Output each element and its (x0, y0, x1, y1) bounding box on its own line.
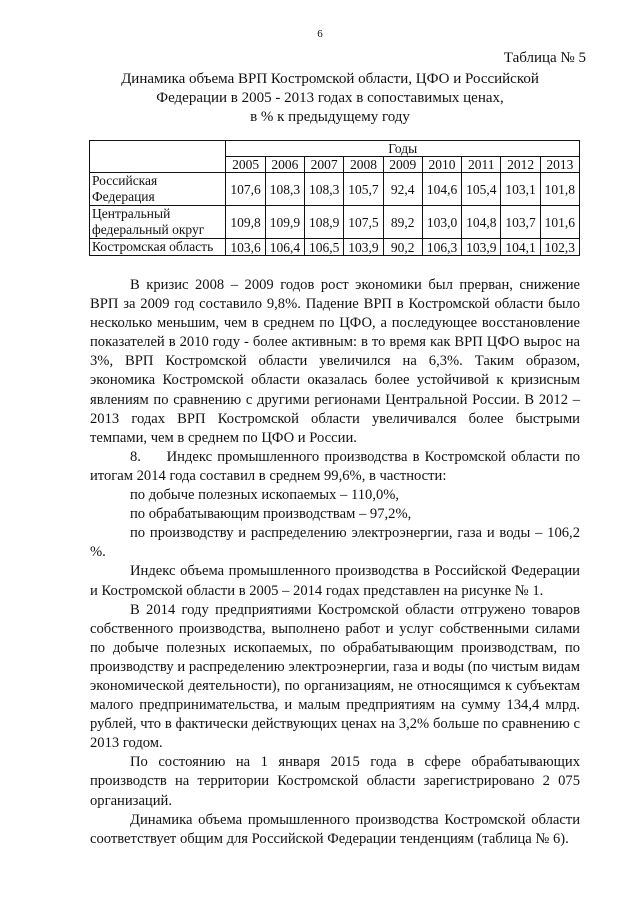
table-row (90, 206, 580, 239)
paragraph-figure-ref: Индекс объема промышленного производства в Российской Федерации и Костромской области в 2005 – 2014 годах представлен на рисунке № 1. (90, 563, 580, 599)
year-cell: 2006 (265, 157, 304, 173)
value-cell: 104,8 (462, 206, 501, 239)
grp-dynamics-table (89, 140, 580, 256)
year-cell: 2010 (422, 157, 461, 173)
year-cell: 2005 (226, 157, 265, 173)
year-cell: 2013 (540, 157, 579, 173)
paragraph-dynamics: Динамика объема промышленного производства Костромской области соответствует общим для Российской Федерации тенденциям (таблица № 6). (90, 811, 580, 847)
value-cell: 101,8 (540, 173, 579, 206)
value-cell: 92,4 (383, 173, 422, 206)
list-item-manufacturing: по обрабатывающим производствам – 97,2%, (130, 506, 412, 523)
paragraph-industrial-index: 8. Индекс промышленного производства в Костромской области по итогам 2014 года составил в среднем 99,6%, в частности: (90, 448, 580, 484)
row-label-line: федеральный округ (92, 222, 205, 237)
value-cell: 103,0 (422, 206, 461, 239)
paragraph-organizations: По состоянию на 1 января 2015 года в сфере обрабатывающих производств на территории Костромской области зарегистрировано 2 075 организаций. (90, 754, 580, 809)
years-header: Годы (226, 141, 580, 157)
value-cell: 109,9 (265, 206, 304, 239)
table-row (90, 239, 580, 256)
value-cell: 109,8 (226, 206, 265, 239)
value-cell: 90,2 (383, 239, 422, 256)
table-header-row (90, 141, 580, 157)
body-text (90, 276, 580, 849)
year-cell: 2008 (344, 157, 383, 173)
title-line: в % к предыдущему году (250, 109, 410, 125)
title-line: Федерации в 2005 - 2013 годах в сопоставимых ценах, (156, 90, 504, 106)
value-cell: 104,6 (422, 173, 461, 206)
row-label-line: Костромская область (92, 239, 214, 254)
value-cell: 104,1 (501, 239, 540, 256)
value-cell: 107,5 (344, 206, 383, 239)
value-cell: 101,6 (540, 206, 579, 239)
value-cell: 89,2 (383, 206, 422, 239)
value-cell: 103,7 (501, 206, 540, 239)
row-label-line: Центральный (92, 206, 171, 221)
value-cell: 103,9 (344, 239, 383, 256)
value-cell: 105,4 (462, 173, 501, 206)
page-number: 6 (317, 28, 323, 40)
row-label (90, 206, 226, 239)
value-cell: 106,4 (265, 239, 304, 256)
value-cell: 102,3 (540, 239, 579, 256)
year-cell: 2012 (501, 157, 540, 173)
table-row (90, 173, 580, 206)
row-label-line: Федерация (92, 189, 155, 204)
value-cell: 106,3 (422, 239, 461, 256)
value-cell: 106,5 (305, 239, 344, 256)
year-cell: 2007 (305, 157, 344, 173)
list-item-mining: по добыче полезных ископаемых – 110,0%, (130, 487, 400, 504)
year-cell: 2009 (383, 157, 422, 173)
row-label-line: Российская (92, 173, 158, 188)
value-cell: 107,6 (226, 173, 265, 206)
value-cell: 108,9 (305, 206, 344, 239)
value-cell: 108,3 (265, 173, 304, 206)
paragraph-shipments: В 2014 году предприятиями Костромской области отгружено товаров собственного производства, выполнено работ и услуг собственными силами по добыче полезных ископаемых, по обрабатывающим производствам, по производству и распределению электроэнергии, газа и воды (по чистым видам экономической деятельности), по организациям, не относящимся к субъектам малого предпринимательства, и малым предприятиям на сумму 134,4 млрд. рублей, что в фактически действующих ценах на 3,2% больше по сравнению с 2013 годом. (90, 601, 580, 752)
paragraph-crisis: В кризис 2008 – 2009 годов рост экономики был прерван, снижение ВРП за 2009 год составило 9,8%. Падение ВРП в Костромской области было несколько меньшим, чем в среднем по ЦФО, а последующее восстановление показателей в 2010 году - более активным: в то время как ВРП ЦФО вырос на 3%, ВРП Костромской области увеличился на 6,3%. Таким образом, экономика Костромской области оказалась более устойчивой к кризисным явлениям по сравнению с другими регионами Центральной России. В 2012 – 2013 годах ВРП Костромской области увеличивался более быстрыми темпами, чем в среднем по ЦФО и России. (90, 277, 580, 446)
table-title (90, 70, 570, 127)
value-cell: 103,6 (226, 239, 265, 256)
row-label (90, 239, 226, 256)
value-cell: 105,7 (344, 173, 383, 206)
title-line: Динамика объема ВРП Костромской области, ЦФО и Российской (121, 71, 539, 87)
value-cell: 108,3 (305, 173, 344, 206)
row-label (90, 173, 226, 206)
year-cell: 2011 (462, 157, 501, 173)
table-label: Таблица № 5 (503, 50, 586, 66)
list-item-utilities: по производству и распределению электроэнергии, газа и воды – 106,2 %. (90, 525, 580, 561)
value-cell: 103,1 (501, 173, 540, 206)
value-cell: 103,9 (462, 239, 501, 256)
corner-cell (90, 141, 226, 173)
